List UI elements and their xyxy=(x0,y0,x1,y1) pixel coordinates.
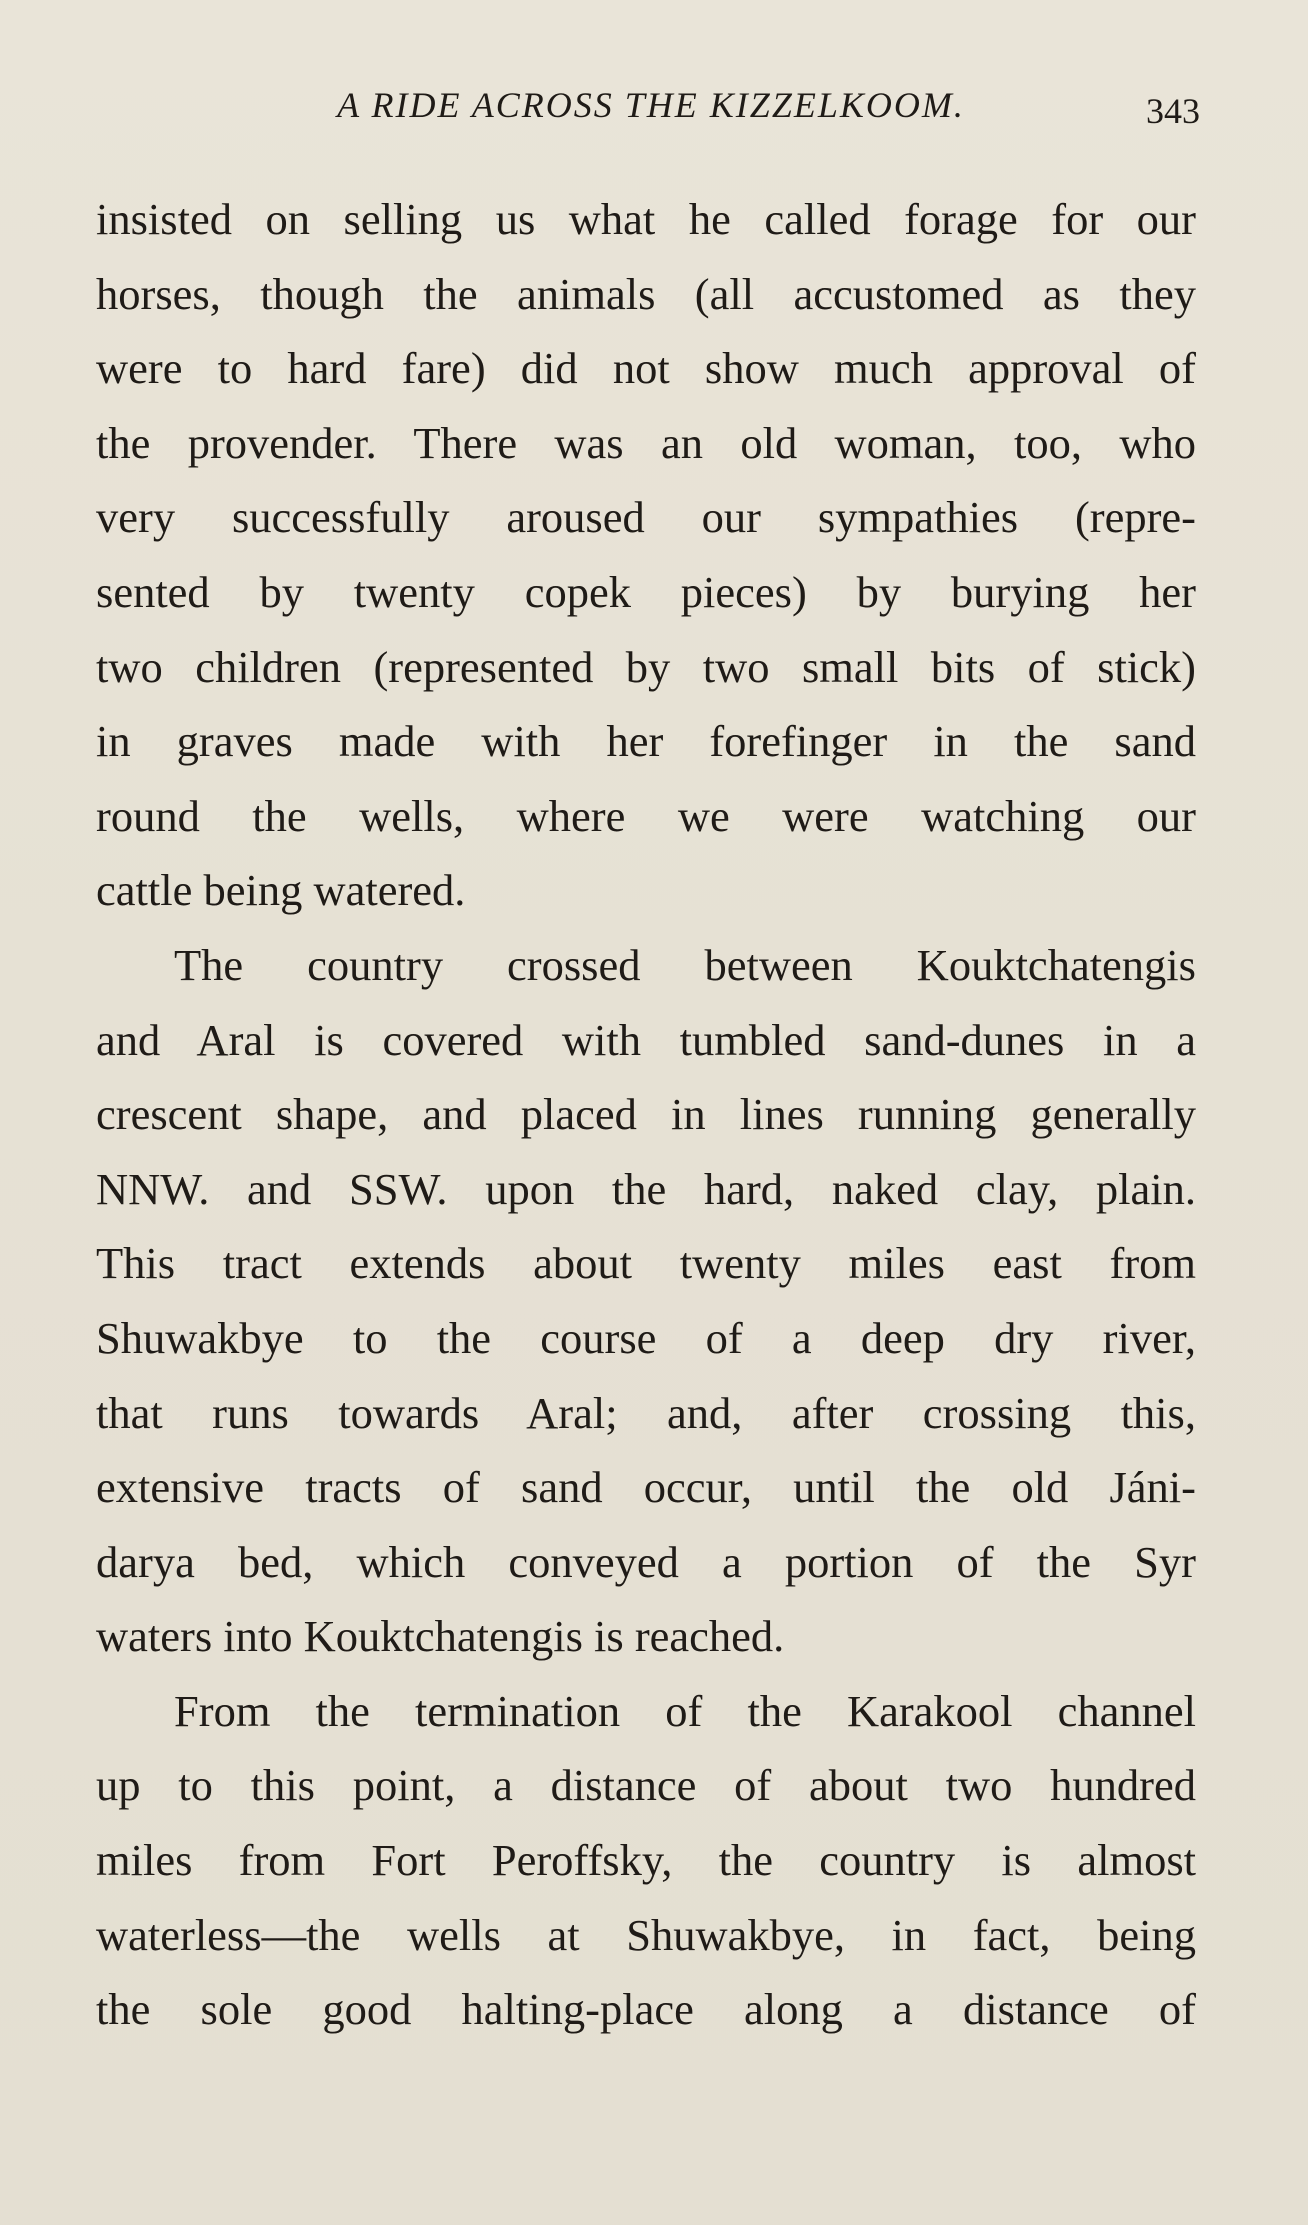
text-line: two children (represented by two small bits of stick) xyxy=(96,641,1196,692)
text-line: were to hard fare) did not show much approval of xyxy=(96,343,1196,394)
text-line: sented by twenty copek pieces) by burying her xyxy=(96,566,1196,617)
text-line: insisted on selling us what he called forage for our xyxy=(96,194,1196,244)
text-line: up to this point, a distance of about two hundred xyxy=(96,1760,1196,1811)
page-number: 343 xyxy=(1146,91,1200,131)
text-line: very successfully aroused our sympathies (repre- xyxy=(96,492,1196,543)
text-line: cattle being watered. xyxy=(96,865,466,916)
text-line: crescent shape, and placed in lines running generally xyxy=(96,1089,1196,1140)
text-line: darya bed, which conveyed a portion of the Syr xyxy=(96,1536,1196,1587)
text-line: miles from Fort Peroffsky, the country is almost xyxy=(96,1835,1196,1886)
text-line: extensive tracts of sand occur, until the old Jáni- xyxy=(96,1462,1196,1513)
text-line: waters into Kouktchatengis is reached. xyxy=(96,1611,785,1662)
text-line: and Aral is covered with tumbled sand-dunes in a xyxy=(96,1014,1196,1065)
text-line: round the wells, where we were watching our xyxy=(96,790,1196,841)
text-line: horses, though the animals (all accustomed as they xyxy=(96,268,1196,319)
paragraph-first-line: The country crossed between Kouktchatengis xyxy=(174,939,1196,990)
body-text xyxy=(96,182,1196,2047)
text-line: This tract extends about twenty miles east from xyxy=(96,1238,1196,1289)
text-line: the provender. There was an old woman, too, who xyxy=(96,417,1196,468)
text-line: that runs towards Aral; and, after crossing this, xyxy=(96,1387,1196,1438)
text-line: in graves made with her forefinger in the sand xyxy=(96,716,1196,767)
paragraph-first-line: From the termination of the Karakool channel xyxy=(174,1685,1196,1736)
text-line: NNW. and SSW. upon the hard, naked clay, plain. xyxy=(96,1163,1196,1214)
text-line: Shuwakbye to the course of a deep dry river, xyxy=(96,1312,1196,1363)
running-title: A RIDE ACROSS THE KIZZELKOOM. xyxy=(337,85,965,125)
text-line: the sole good halting-place along a distance of xyxy=(96,1984,1196,2035)
running-head xyxy=(96,84,1206,144)
text-line: waterless—the wells at Shuwakbye, in fact, being xyxy=(96,1909,1196,1960)
